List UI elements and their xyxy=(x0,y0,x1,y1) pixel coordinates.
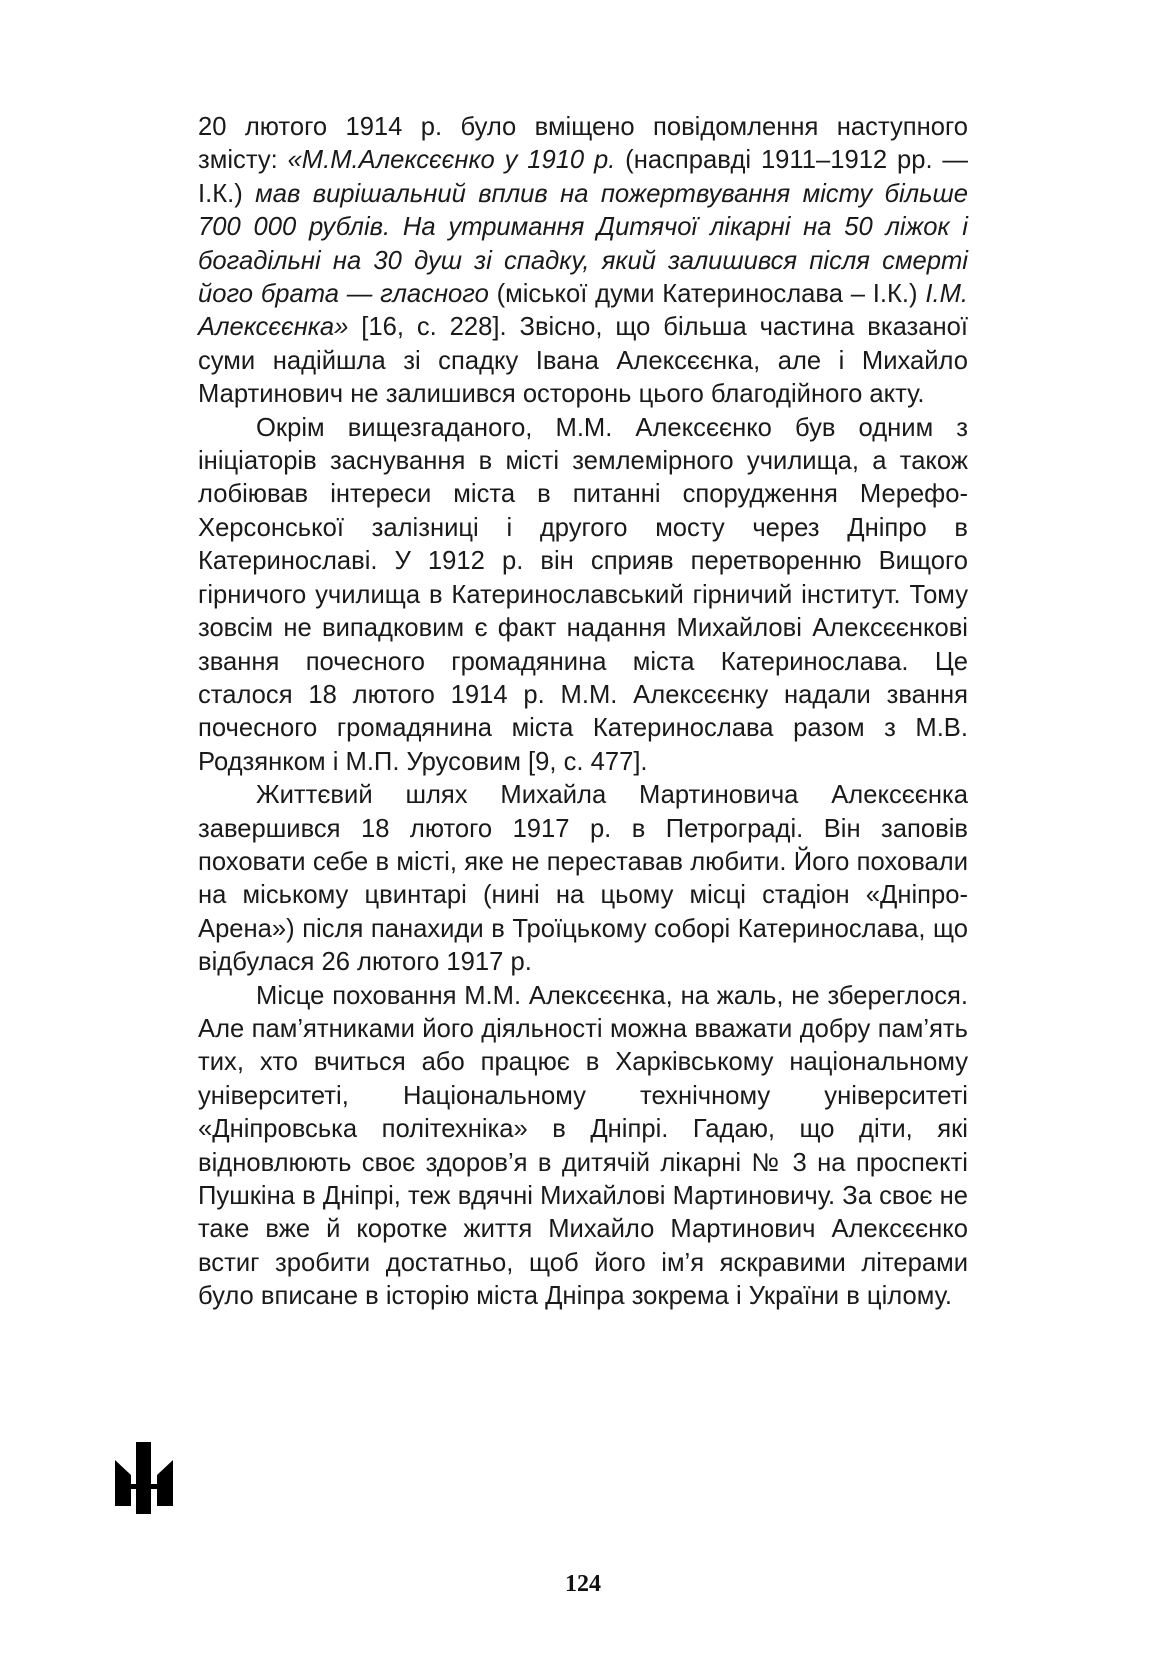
italic-run: І.М. Алексєєнка» xyxy=(198,280,968,342)
text-run: 20 лютого 1914 р. було вміщено повідомлення наступного змісту: xyxy=(198,113,968,175)
text-run: Місце поховання М.М. Алексєєнка, на жаль, не збереглося. Але пам’ятниками його діяльності можна вважати добру пам’ять тих, хто вчиться або працює в Харківському національному університеті, Національному технічному університеті «Дніпровська політехніка» в Дніпрі. Гадаю, що діти, які відновлюють своє здоров’я в дитячій лікарні № 3 на проспекті Пушкіна в Дніпрі, теж вдячні Михайлові Мартиновичу. За своє не таке вже й коротке життя Михайло Мартинович Алексєєнко встиг зробити достатньо, щоб його ім’я яскравими літерами було вписане в історію міста Дніпра зокрема і України в цілому. xyxy=(198,981,968,1311)
trident-emblem-icon xyxy=(113,1442,175,1514)
paragraph xyxy=(198,412,968,779)
text-run: [16, с. 228]. Звісно, що більша частина вказаної суми надійшла зі спадку Івана Алексєєнка, але і Михайло Мартинович не залишився осторонь цього благодійного акту. xyxy=(198,313,968,409)
paragraph xyxy=(198,779,968,979)
text-run: (насправді 1911–1912 рр. — І.К.) xyxy=(198,146,968,208)
italic-run: «М.М.Алексєєнко у 1910 р. xyxy=(287,146,616,175)
text-run: Життєвий шлях Михайла Мартиновича Алексєєнка завершився 18 лютого 1917 р. в Петрограді. Він заповів поховати себе в місті, яке не переставав любити. Його поховали на міському цвинтарі (нині на цьому місці стадіон «Дніпро-Арена») після панахиди в Троїцькому соборі Катеринослава, що відбулася 26 лютого 1917 р. xyxy=(198,781,968,977)
paragraph xyxy=(198,980,968,1314)
paragraph xyxy=(198,111,968,412)
page-number: 124 xyxy=(565,1571,601,1597)
italic-run: мав вирішальний вплив на пожертвування місту більше 700 000 рублів. На утримання Дитячої лікарні на 50 ліжок і богадільні на 30 душ зі спадку, який залишився після смерті його брата — гласного xyxy=(198,179,969,309)
text-run: Окрім вищезгаданого, М.М. Алексєєнко був одним з ініціаторів заснування в місті землемірного училища, а також лобіював інтереси міста в питанні спорудження Мерефо-Херсонської залізниці і другого мосту через Дніпро в Катеринославі. У 1912 р. він сприяв перетворенню Вищого гірничого училища в Катеринославський гірничий інститут. Тому зовсім не випадковим є факт надання Михайлові Алексєєнкові звання почесного громадянина міста Катеринослава. Це сталося 18 лютого 1914 р. М.М. Алексєєнку надали звання почесного громадянина міста Катеринослава разом з М.В. Родзянком і М.П. Урусовим [9, с. 477]. xyxy=(198,413,968,776)
text-run: (міської думи Катеринослава – І.К.) xyxy=(488,280,926,309)
body-text xyxy=(198,111,968,1314)
